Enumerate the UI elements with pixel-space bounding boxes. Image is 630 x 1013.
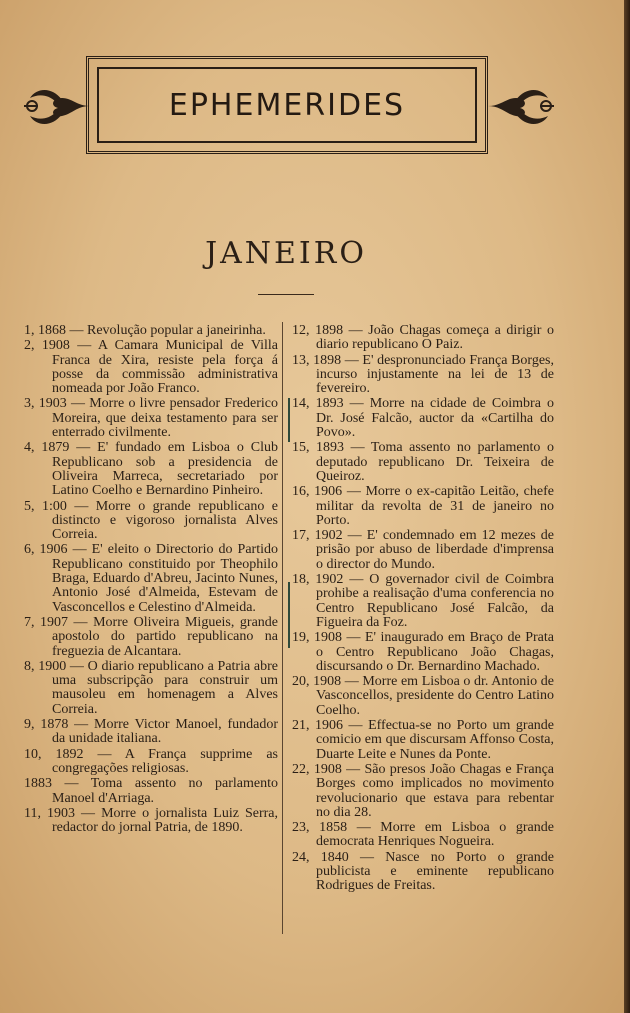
entry: 10, 1892 — A França supprime as congregações religiosas. [24, 746, 278, 776]
entry: 15, 1893 — Toma assento no parlamento o deputado republicano Dr. Teixeira de Queiroz. [292, 440, 554, 484]
right-column [292, 324, 554, 895]
entry: 16, 1906 — Morre o ex-capitão Leitão, chefe militar da revolta de 31 de janeiro no Porto. [292, 484, 554, 528]
ink-margin-mark [288, 398, 290, 442]
entry: 1883 — Toma assento no parlamento Manoel d'Arriaga. [24, 776, 278, 806]
entry: 17, 1902 — E' condemnado em 12 mezes de prisão por abuso de liberdade d'imprensa o director do Mundo. [292, 528, 554, 572]
entry: 11, 1903 — Morre o jornalista Luiz Serra, redactor do jornal Patria, de 1890. [24, 805, 278, 836]
ink-margin-mark [288, 582, 290, 648]
entry: 18, 1902 — O governador civil de Coimbra prohibe a realisação d'uma conferencia no Centro Republicano José Falcão, da Figueira da Foz. [292, 572, 554, 630]
entry: 1, 1868 — Revolução popular a janeirinha. [24, 323, 266, 338]
book-spine-edge [624, 0, 630, 1013]
entry: 13, 1898 — E' despronunciado França Borges, incurso injustamente na lei de 13 de fevereiro. [292, 352, 554, 397]
entry: 3, 1903 — Morre o livre pensador Frederico Moreira, que deixa testamento para ser enterrado civilmente. [24, 396, 278, 441]
entry: 7, 1907 — Morre Oliveira Migueis, grande apostolo do partido republicano na freguezia de Alcantara. [24, 614, 278, 659]
entry: 14, 1893 — Morre na cidade de Coimbra o Dr. José Falcão, auctor da «Cartilha do Povo». [292, 396, 554, 441]
left-column [24, 324, 278, 836]
month-heading: JANEIRO [205, 236, 367, 271]
entry: 9, 1878 — Morre Victor Manoel, fundador da unidade italiana. [24, 717, 278, 747]
entry: 21, 1906 — Effectua-se no Porto um grande comicio em que discursam Affonso Costa, Duarte Leite e Nunes da Ponte. [292, 718, 554, 762]
entry: 19, 1908 — E' inaugurado em Braço de Prata o Centro Republicano João Chagas, discursando o Dr. Bernardino Machado. [292, 630, 554, 674]
entry: 6, 1906 — E' eleito o Directorio do Partido Republicano constituido por Theophilo Braga, Eduardo d'Abreu, Jacinto Nunes, Antonio José d'Almeida, Estevam de Vasconcellos e Celestino d'Almeida. [24, 542, 278, 615]
column-divider [282, 322, 283, 934]
entry: 24, 1840 — Nasce no Porto o grande publicista e eminente republicano Rodrigues de Freitas. [292, 849, 554, 894]
entry: 23, 1858 — Morre em Lisboa o grande democrata Henriques Nogueira. [292, 820, 554, 850]
entry: 12, 1898 — João Chagas começa a dirigir o diario republicano O Paiz. [292, 323, 554, 353]
heading-rule [258, 294, 314, 295]
entry: 5, 1:00 — Morre o grande republicano e distincto e vigoroso jornalista Alves Correia. [24, 498, 278, 543]
right-ornament-icon [486, 78, 556, 134]
entry: 20, 1908 — Morre em Lisboa o dr. Antonio de Vasconcellos, presidente do Centro Latino Coelho. [292, 674, 554, 718]
page-title: EPHEMERIDES [168, 87, 406, 123]
entry: 4, 1879 — E' fundado em Lisboa o Club Republicano sob a presidencia de Oliveira Marreca, secretariado por Latino Coelho e Bernardino Pinheiro. [24, 440, 278, 499]
entry: 2, 1908 — A Camara Municipal de Villa Franca de Xira, resiste pela força á posse da commissão administrativa nomeada por João Franco. [24, 338, 278, 397]
header-frame [97, 67, 477, 143]
header-banner [86, 56, 488, 154]
entry: 22, 1908 — São presos João Chagas e França Borges como implicados no movimento revolucionario que estava para rebentar no dia 28. [292, 761, 554, 820]
left-ornament-icon [22, 78, 92, 134]
entry: 8, 1900 — O diario republicano a Patria abre uma subscripção para construir um mausoleu em homenagem a Alves Correia. [24, 658, 278, 717]
